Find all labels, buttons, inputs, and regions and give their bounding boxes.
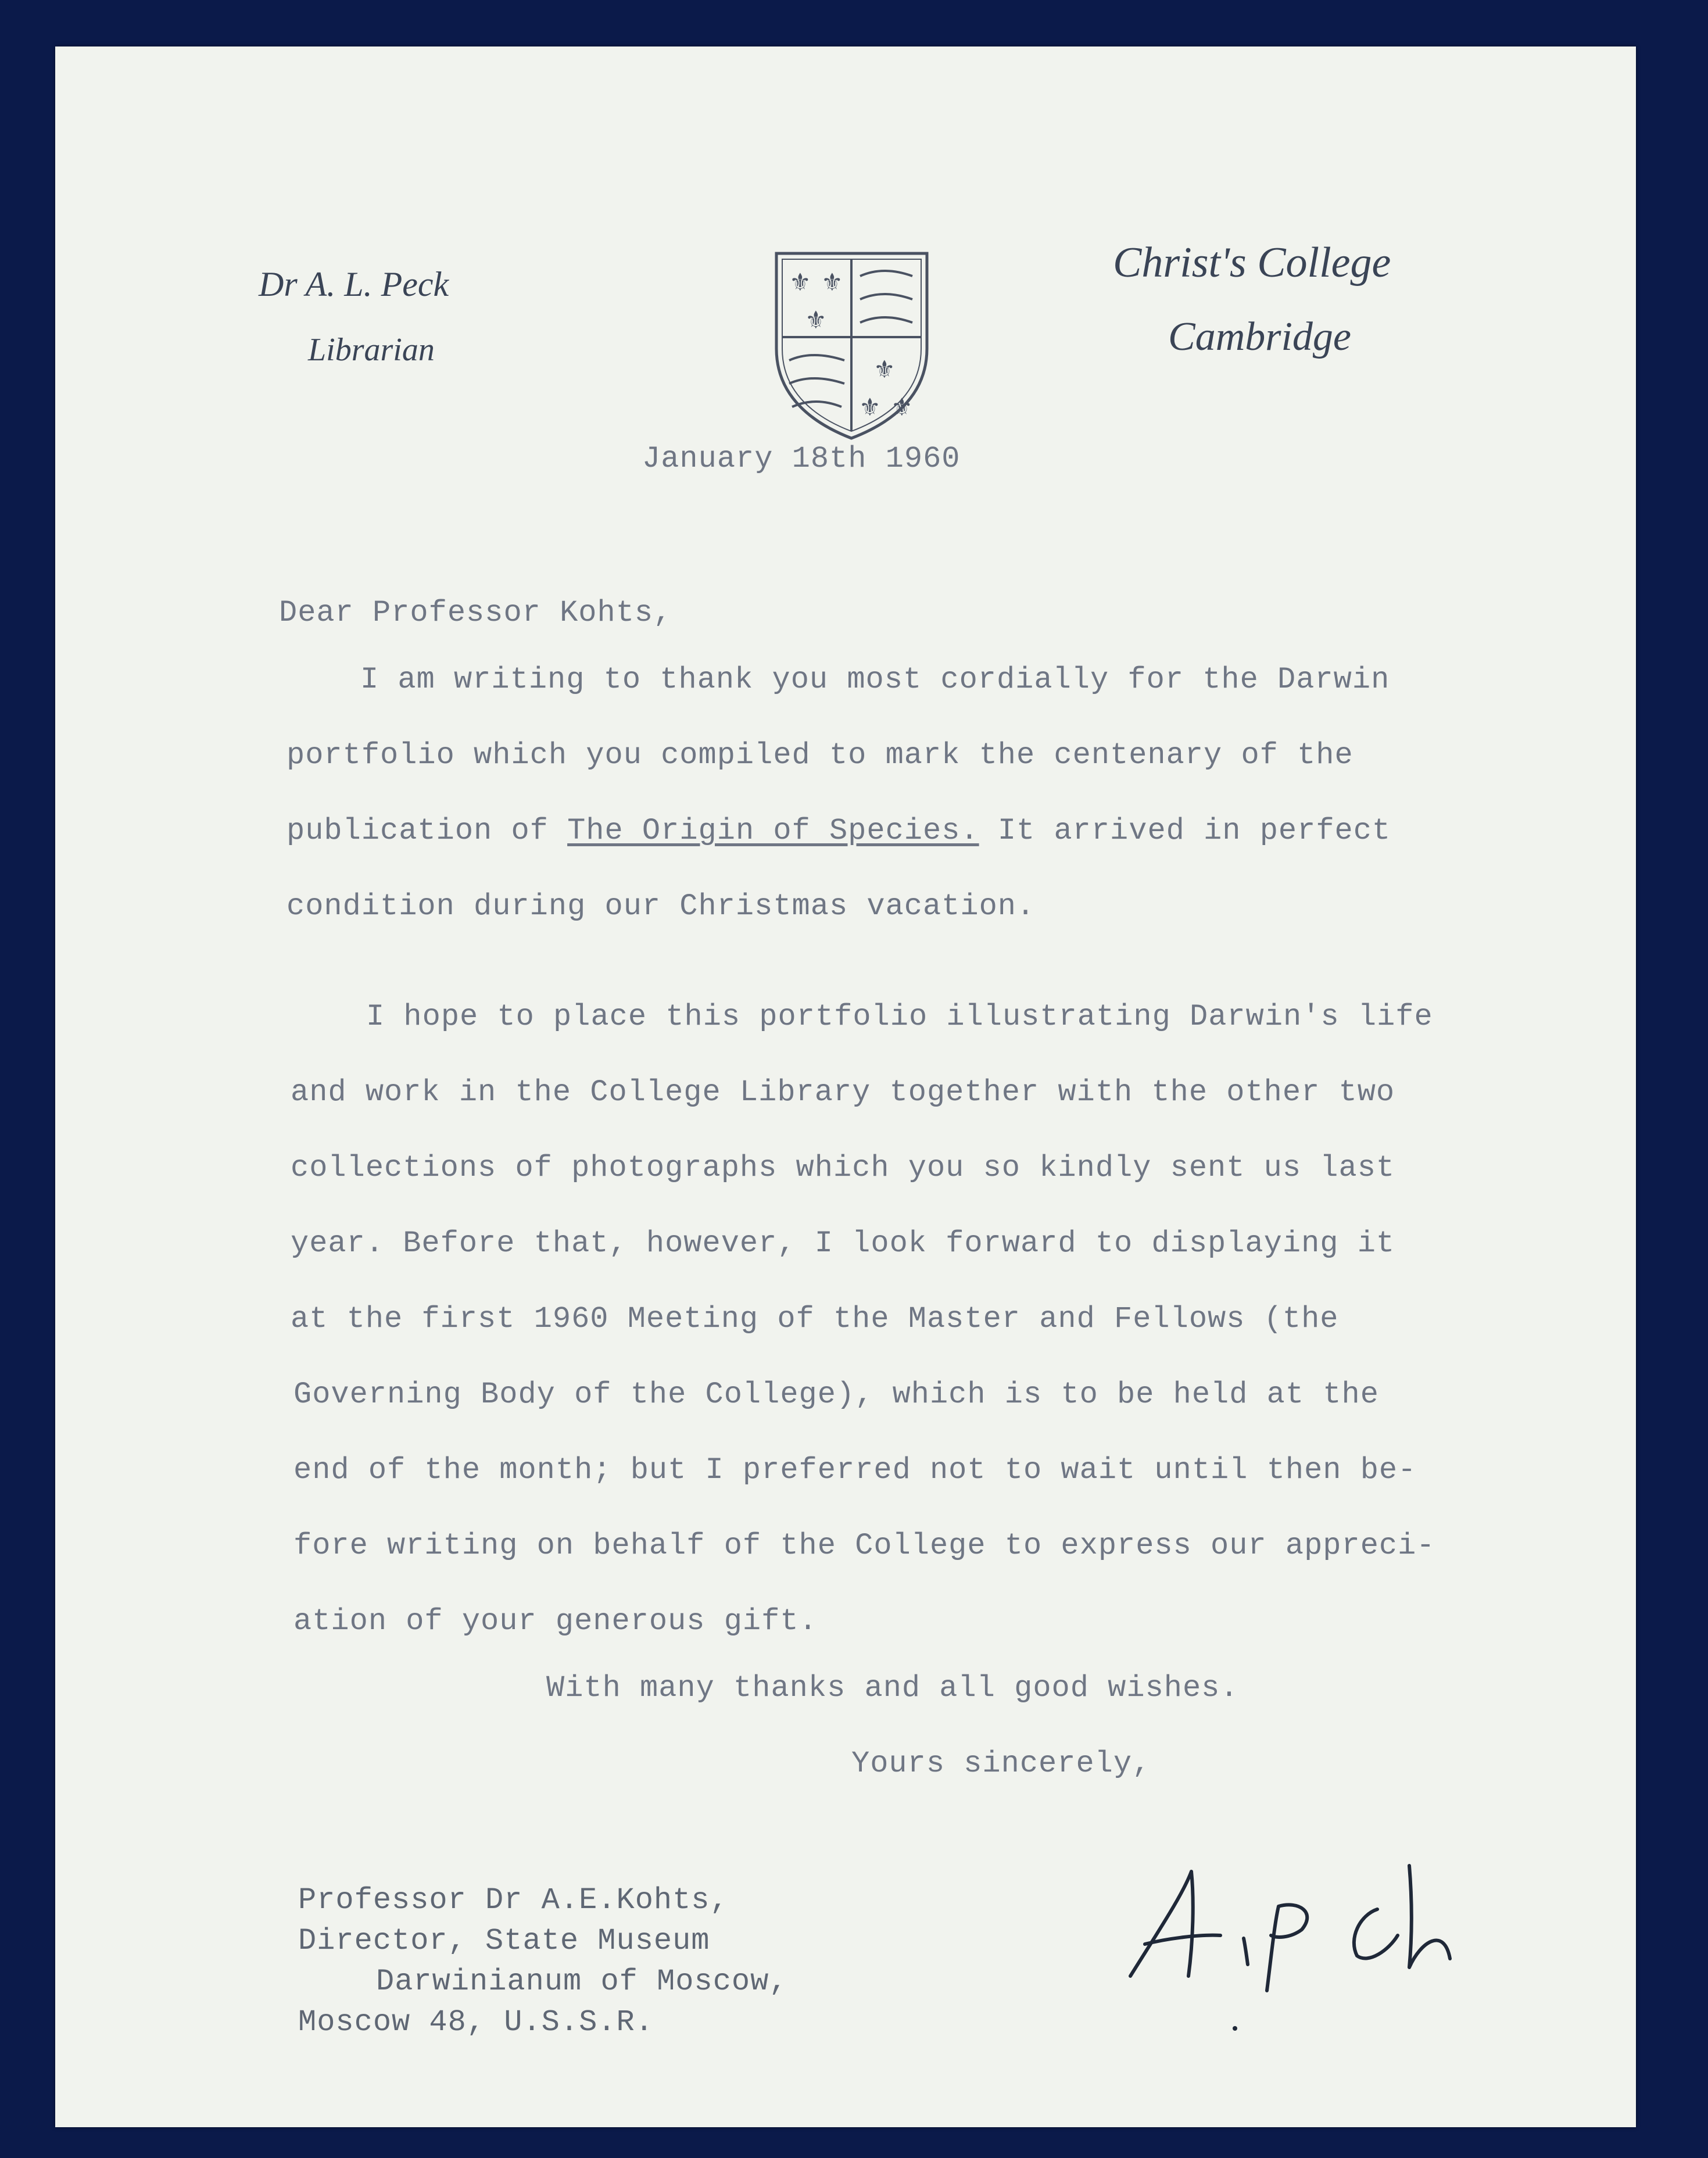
salutation: Dear Professor Kohts,: [279, 596, 672, 630]
handwritten-signature-icon: [1119, 1842, 1537, 2034]
college-name: Christ's College: [1113, 239, 1391, 287]
paragraph-1-line-3-end: It arrived in perfect: [997, 814, 1391, 848]
closing-wishes: With many thanks and all good wishes.: [546, 1671, 1239, 1705]
paragraph-1-line-1: I am writing to thank you most cordially for the Darwin: [360, 663, 1390, 697]
address-line-2: Director, State Museum: [298, 1924, 710, 1958]
closing-sincerely: Yours sincerely,: [851, 1747, 1151, 1781]
paragraph-2-line-4: year. Before that, however, I look forward to displaying it: [291, 1226, 1395, 1261]
letter-paper: [55, 46, 1636, 2127]
paragraph-1-line-3: [287, 814, 1391, 848]
sender-title: Librarian: [308, 332, 435, 368]
svg-text:⚜: ⚜: [891, 393, 913, 421]
svg-text:⚜: ⚜: [821, 268, 843, 296]
paragraph-2-line-1: I hope to place this portfolio illustrating Darwin's life: [366, 1000, 1433, 1034]
svg-text:⚜: ⚜: [859, 393, 881, 421]
paragraph-2-line-6: Governing Body of the College), which is to be held at the: [293, 1377, 1379, 1412]
college-city: Cambridge: [1168, 314, 1351, 359]
address-line-1: Professor Dr A.E.Kohts,: [298, 1883, 729, 1917]
paragraph-2-line-9: ation of your generous gift.: [293, 1604, 818, 1638]
paragraph-2-line-5: at the first 1960 Meeting of the Master and Fellows (the: [291, 1302, 1339, 1336]
address-line-3: Darwinianum of Moscow,: [376, 1964, 788, 1999]
paragraph-2-line-8: fore writing on behalf of the College to express our appreci-: [293, 1529, 1435, 1563]
address-line-4: Moscow 48, U.S.S.R.: [298, 2005, 654, 2039]
svg-text:⚜: ⚜: [789, 268, 811, 296]
paragraph-1-line-3-start: publication of: [287, 814, 549, 848]
coat-of-arms-icon: [772, 250, 932, 442]
paragraph-2-line-7: end of the month; but I preferred not to wait until then be-: [293, 1453, 1417, 1487]
paragraph-2-line-3: collections of photographs which you so kindly sent us last: [291, 1151, 1395, 1185]
svg-text:⚜: ⚜: [873, 355, 896, 384]
paragraph-1-line-4: condition during our Christmas vacation.: [287, 889, 1036, 924]
paragraph-2-line-2: and work in the College Library together with the other two: [291, 1075, 1395, 1110]
book-title: The Origin of Species.: [567, 814, 979, 848]
svg-text:⚜: ⚜: [805, 306, 827, 334]
letter-date: January 18th 1960: [642, 442, 961, 476]
sender-name: Dr A. L. Peck: [259, 265, 449, 303]
paragraph-1-line-2: portfolio which you compiled to mark the centenary of the: [287, 738, 1353, 772]
